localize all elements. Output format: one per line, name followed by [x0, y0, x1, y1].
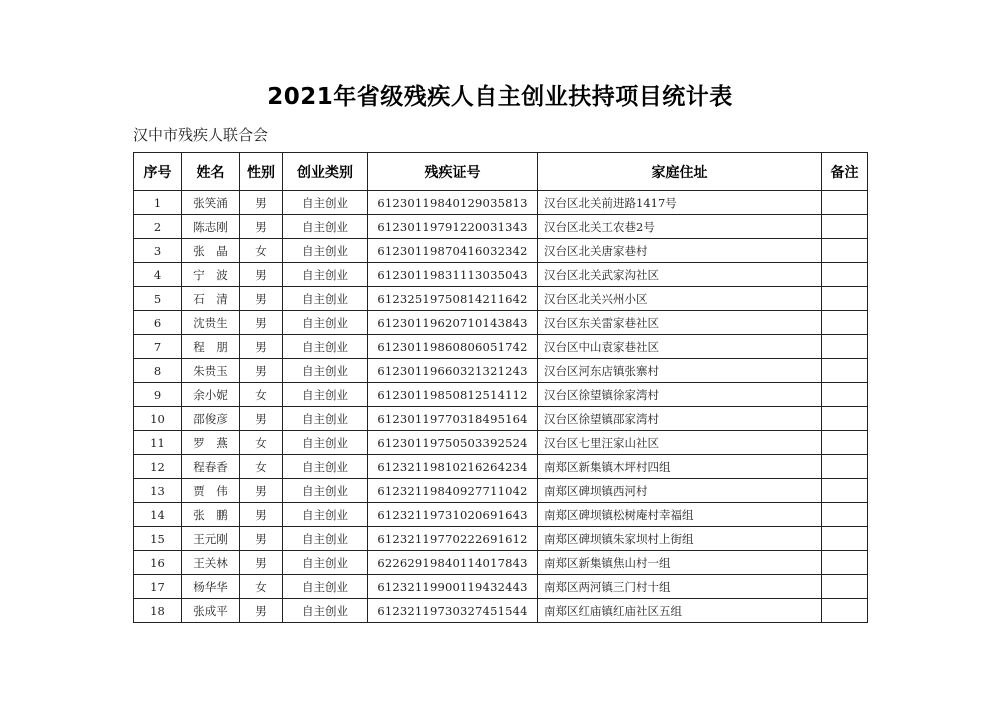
cell-address: 南郑区新集镇木坪村四组 [538, 455, 822, 479]
cell-remark [822, 527, 868, 551]
cell-remark [822, 263, 868, 287]
cell-name: 张 鹏 [182, 503, 240, 527]
cell-address: 南郑区碑坝镇松树庵村幸福组 [538, 503, 822, 527]
column-header: 创业类别 [283, 153, 368, 191]
cell-name: 王元刚 [182, 527, 240, 551]
cell-remark [822, 407, 868, 431]
cell-remark [822, 599, 868, 623]
column-header: 性别 [240, 153, 283, 191]
cell-address: 汉台区北关武家沟社区 [538, 263, 822, 287]
column-header: 残疾证号 [368, 153, 538, 191]
cell-address: 汉台区北关前进路1417号 [538, 191, 822, 215]
cell-gender: 男 [240, 599, 283, 623]
cell-name: 张 晶 [182, 239, 240, 263]
cell-address: 汉台区东关雷家巷社区 [538, 311, 822, 335]
table-row [134, 263, 868, 287]
table-row [134, 551, 868, 575]
cell-index: 1 [134, 191, 182, 215]
cell-disability-id: 61230119750503392524 [368, 431, 538, 455]
cell-disability-id: 61230119831113035043 [368, 263, 538, 287]
column-header: 序号 [134, 153, 182, 191]
table-header-row [134, 153, 868, 191]
table-row [134, 455, 868, 479]
organization-name: 汉中市残疾人联合会 [133, 126, 269, 144]
cell-gender: 男 [240, 479, 283, 503]
cell-gender: 男 [240, 503, 283, 527]
cell-name: 沈贵生 [182, 311, 240, 335]
cell-name: 石 清 [182, 287, 240, 311]
cell-remark [822, 479, 868, 503]
cell-gender: 男 [240, 407, 283, 431]
cell-category: 自主创业 [283, 575, 368, 599]
column-header: 姓名 [182, 153, 240, 191]
cell-name: 程 朋 [182, 335, 240, 359]
table-row [134, 407, 868, 431]
cell-gender: 男 [240, 527, 283, 551]
cell-disability-id: 61230119620710143843 [368, 311, 538, 335]
cell-index: 5 [134, 287, 182, 311]
cell-category: 自主创业 [283, 527, 368, 551]
cell-name: 程春香 [182, 455, 240, 479]
cell-disability-id: 61232119730327451544 [368, 599, 538, 623]
cell-address: 汉台区北关唐家巷村 [538, 239, 822, 263]
cell-remark [822, 239, 868, 263]
table-row [134, 239, 868, 263]
cell-gender: 女 [240, 239, 283, 263]
cell-address: 汉台区七里汪家山社区 [538, 431, 822, 455]
table-row [134, 575, 868, 599]
cell-gender: 男 [240, 359, 283, 383]
column-header: 备注 [822, 153, 868, 191]
cell-category: 自主创业 [283, 407, 368, 431]
cell-gender: 女 [240, 455, 283, 479]
cell-address: 南郑区新集镇焦山村一组 [538, 551, 822, 575]
cell-gender: 女 [240, 575, 283, 599]
cell-address: 南郑区碑坝镇朱家坝村上街组 [538, 527, 822, 551]
table-row [134, 287, 868, 311]
cell-category: 自主创业 [283, 383, 368, 407]
cell-remark [822, 431, 868, 455]
table-body [134, 191, 868, 623]
cell-address: 汉台区北关工农巷2号 [538, 215, 822, 239]
cell-category: 自主创业 [283, 551, 368, 575]
cell-index: 3 [134, 239, 182, 263]
cell-category: 自主创业 [283, 287, 368, 311]
table-row [134, 503, 868, 527]
cell-category: 自主创业 [283, 311, 368, 335]
cell-name: 邵俊彦 [182, 407, 240, 431]
table-row [134, 383, 868, 407]
cell-index: 4 [134, 263, 182, 287]
cell-remark [822, 383, 868, 407]
cell-category: 自主创业 [283, 479, 368, 503]
cell-index: 11 [134, 431, 182, 455]
cell-disability-id: 61232119840927711042 [368, 479, 538, 503]
cell-gender: 男 [240, 287, 283, 311]
cell-remark [822, 335, 868, 359]
table-row [134, 599, 868, 623]
cell-name: 余小妮 [182, 383, 240, 407]
cell-category: 自主创业 [283, 599, 368, 623]
cell-category: 自主创业 [283, 335, 368, 359]
cell-index: 12 [134, 455, 182, 479]
table-row [134, 215, 868, 239]
cell-remark [822, 503, 868, 527]
statistics-table [133, 152, 868, 623]
cell-category: 自主创业 [283, 455, 368, 479]
cell-name: 张笑涌 [182, 191, 240, 215]
cell-category: 自主创业 [283, 191, 368, 215]
column-header: 家庭住址 [538, 153, 822, 191]
cell-gender: 男 [240, 263, 283, 287]
cell-index: 15 [134, 527, 182, 551]
cell-remark [822, 287, 868, 311]
cell-disability-id: 61230119840129035813 [368, 191, 538, 215]
cell-disability-id: 61230119660321321243 [368, 359, 538, 383]
cell-index: 7 [134, 335, 182, 359]
cell-disability-id: 62262919840114017843 [368, 551, 538, 575]
table-row [134, 335, 868, 359]
cell-name: 贾 伟 [182, 479, 240, 503]
cell-disability-id: 61230119850812514112 [368, 383, 538, 407]
cell-name: 王关林 [182, 551, 240, 575]
cell-disability-id: 61232119770222691612 [368, 527, 538, 551]
cell-remark [822, 311, 868, 335]
cell-category: 自主创业 [283, 431, 368, 455]
cell-name: 罗 燕 [182, 431, 240, 455]
cell-index: 14 [134, 503, 182, 527]
cell-address: 汉台区北关兴州小区 [538, 287, 822, 311]
cell-disability-id: 61232119731020691643 [368, 503, 538, 527]
table-row [134, 359, 868, 383]
table-row [134, 431, 868, 455]
cell-index: 18 [134, 599, 182, 623]
cell-name: 杨华华 [182, 575, 240, 599]
cell-gender: 女 [240, 431, 283, 455]
cell-address: 南郑区碑坝镇西河村 [538, 479, 822, 503]
table-row [134, 527, 868, 551]
cell-disability-id: 61232119900119432443 [368, 575, 538, 599]
cell-category: 自主创业 [283, 239, 368, 263]
cell-name: 陈志刚 [182, 215, 240, 239]
cell-index: 13 [134, 479, 182, 503]
cell-disability-id: 61230119860806051742 [368, 335, 538, 359]
cell-index: 6 [134, 311, 182, 335]
cell-gender: 男 [240, 335, 283, 359]
cell-disability-id: 61232119810216264234 [368, 455, 538, 479]
cell-index: 9 [134, 383, 182, 407]
cell-index: 2 [134, 215, 182, 239]
cell-remark [822, 575, 868, 599]
cell-address: 汉台区徐望镇邵家湾村 [538, 407, 822, 431]
cell-remark [822, 215, 868, 239]
cell-address: 南郑区两河镇三门村十组 [538, 575, 822, 599]
cell-gender: 女 [240, 383, 283, 407]
cell-gender: 男 [240, 551, 283, 575]
cell-name: 朱贵玉 [182, 359, 240, 383]
cell-category: 自主创业 [283, 503, 368, 527]
cell-gender: 男 [240, 215, 283, 239]
cell-category: 自主创业 [283, 263, 368, 287]
cell-index: 16 [134, 551, 182, 575]
cell-index: 10 [134, 407, 182, 431]
cell-category: 自主创业 [283, 359, 368, 383]
cell-disability-id: 61230119870416032342 [368, 239, 538, 263]
cell-remark [822, 359, 868, 383]
cell-category: 自主创业 [283, 215, 368, 239]
cell-index: 8 [134, 359, 182, 383]
cell-name: 宁 波 [182, 263, 240, 287]
table-row [134, 479, 868, 503]
cell-index: 17 [134, 575, 182, 599]
cell-disability-id: 61230119770318495164 [368, 407, 538, 431]
cell-address: 汉台区徐望镇徐家湾村 [538, 383, 822, 407]
cell-address: 南郑区红庙镇红庙社区五组 [538, 599, 822, 623]
table-row [134, 311, 868, 335]
cell-address: 汉台区河东店镇张寨村 [538, 359, 822, 383]
cell-remark [822, 455, 868, 479]
cell-gender: 男 [240, 311, 283, 335]
cell-remark [822, 191, 868, 215]
cell-name: 张成平 [182, 599, 240, 623]
cell-disability-id: 61230119791220031343 [368, 215, 538, 239]
cell-gender: 男 [240, 191, 283, 215]
cell-remark [822, 551, 868, 575]
page-title: 2021年省级残疾人自主创业扶持项目统计表 [267, 84, 733, 110]
table-row [134, 191, 868, 215]
cell-address: 汉台区中山袁家巷社区 [538, 335, 822, 359]
cell-disability-id: 61232519750814211642 [368, 287, 538, 311]
